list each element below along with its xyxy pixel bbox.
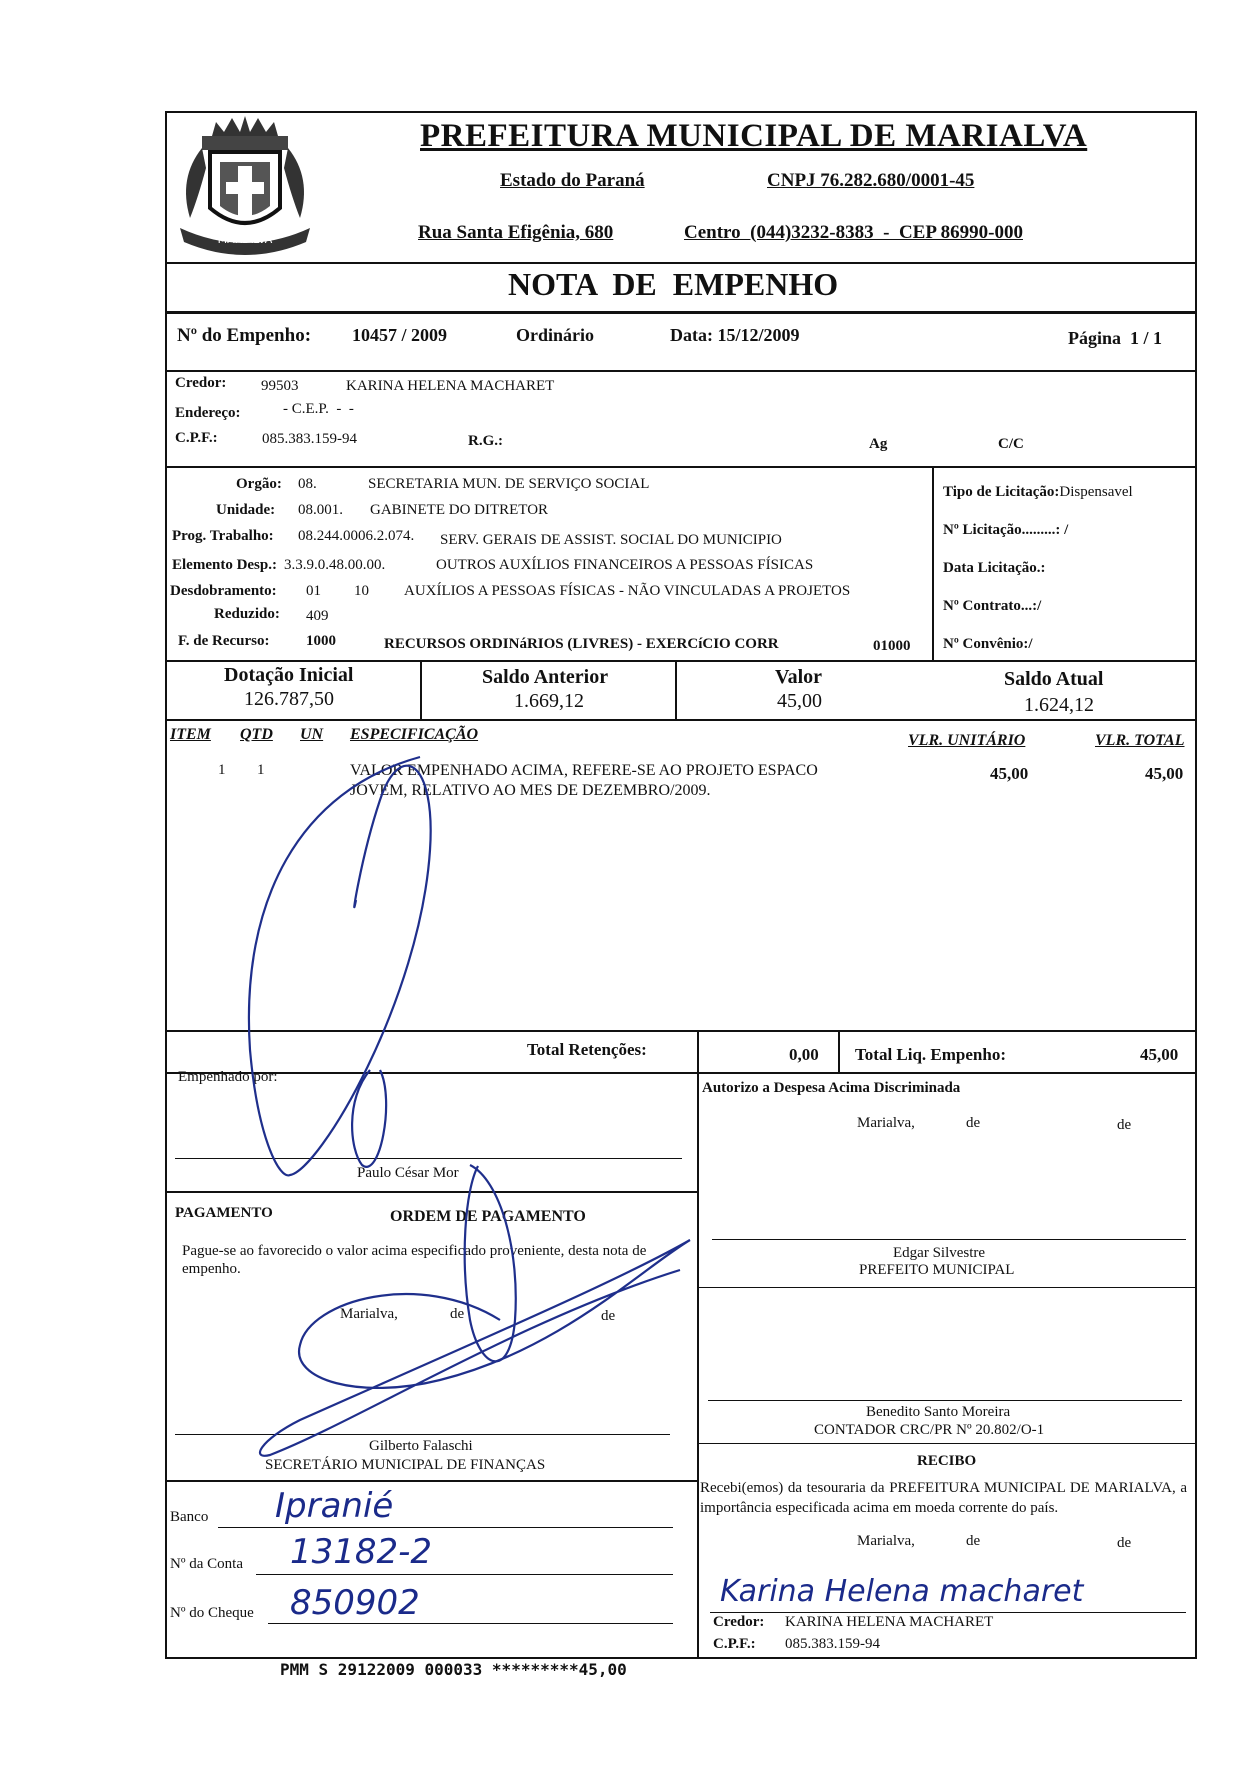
item-row-item: 1 bbox=[218, 762, 226, 778]
item-row-vlr-total: 45,00 bbox=[1145, 764, 1184, 783]
ordem-pagamento-label: ORDEM DE PAGAMENTO bbox=[390, 1208, 586, 1225]
saldo-anterior-label: Saldo Anterior bbox=[482, 666, 609, 688]
pagamento-de-1: de bbox=[450, 1306, 465, 1322]
state-name: Estado do Paraná bbox=[500, 170, 645, 191]
banco-label: Banco bbox=[170, 1509, 209, 1525]
divider bbox=[697, 1443, 1195, 1444]
page-number: Página 1 / 1 bbox=[1068, 328, 1163, 348]
credor-name: KARINA HELENA MACHARET bbox=[346, 378, 555, 394]
cheque-handwritten: 850902 bbox=[290, 1583, 420, 1623]
divider bbox=[697, 1072, 699, 1657]
unidade-desc: GABINETE DO DITRETOR bbox=[370, 502, 549, 518]
signature-line bbox=[710, 1612, 1186, 1613]
valor-value: 45,00 bbox=[777, 690, 822, 712]
rg-label: R.G.: bbox=[468, 433, 503, 449]
numero-convenio: Nº Convênio:/ bbox=[943, 636, 1033, 652]
unidade-code: 08.001. bbox=[298, 502, 343, 518]
desdobramento-code: 01 bbox=[306, 583, 321, 599]
conta-label: Nº da Conta bbox=[170, 1556, 243, 1572]
numero-licitacao: Nº Licitação.........: / bbox=[943, 522, 1069, 538]
orgao-code: 08. bbox=[298, 476, 317, 492]
recibo-de-1: de bbox=[966, 1533, 981, 1549]
divider bbox=[165, 1480, 697, 1482]
divider bbox=[165, 466, 1195, 468]
recibo-local: Marialva, bbox=[857, 1533, 915, 1549]
banco-field-line bbox=[218, 1527, 673, 1528]
item-row-desc-line2: JOVEM, RELATIVO AO MES DE DEZEMBRO/2009. bbox=[350, 782, 711, 799]
dotacao-inicial-label: Dotação Inicial bbox=[224, 664, 354, 686]
unidade-label: Unidade: bbox=[216, 502, 276, 518]
cheque-field-line bbox=[268, 1623, 673, 1624]
contador-cargo: CONTADOR CRC/PR Nº 20.802/O-1 bbox=[814, 1422, 1045, 1438]
conta-handwritten: 13182-2 bbox=[290, 1532, 433, 1572]
credor-code: 99503 bbox=[261, 378, 299, 394]
desdobramento-sub: 10 bbox=[354, 583, 369, 599]
prefeito-name: Edgar Silvestre bbox=[893, 1245, 986, 1261]
prog-trabalho-code: 08.244.0006.2.074. bbox=[298, 528, 415, 544]
desdobramento-label: Desdobramento: bbox=[170, 583, 277, 599]
saldo-anterior-value: 1.669,12 bbox=[514, 690, 584, 712]
item-row-vlr-unitario: 45,00 bbox=[990, 764, 1029, 783]
numero-contrato: Nº Contrato...:/ bbox=[943, 598, 1042, 614]
divider bbox=[165, 719, 1195, 721]
total-retencoes-value: 0,00 bbox=[789, 1045, 819, 1064]
cpf-label: C.P.F.: bbox=[175, 430, 218, 446]
autorizo-de-1: de bbox=[966, 1115, 981, 1131]
item-row-qtd: 1 bbox=[257, 762, 265, 778]
elemento-desc: OUTROS AUXÍLIOS FINANCEIROS A PESSOAS FÍSICAS bbox=[436, 557, 814, 573]
saldo-atual-label: Saldo Atual bbox=[1004, 668, 1104, 690]
pagamento-de-2: de bbox=[601, 1308, 616, 1324]
secretario-name: Gilberto Falaschi bbox=[369, 1438, 473, 1454]
empenhado-por-label: Empenhado por: bbox=[178, 1069, 278, 1085]
col-qtd-header: QTD bbox=[240, 726, 273, 743]
divider bbox=[697, 1030, 699, 1072]
saldo-atual-value: 1.624,12 bbox=[1024, 694, 1094, 716]
empenho-date: Data: 15/12/2009 bbox=[670, 325, 800, 345]
pagamento-texto: Pague-se ao favorecido o valor acima especificado proveniente, desta nota de empenho. bbox=[182, 1243, 647, 1277]
col-especificacao-header: ESPECIFICAÇÃO bbox=[350, 726, 479, 743]
empenhado-por-name: Paulo César Mor bbox=[357, 1165, 459, 1181]
cheque-label: Nº do Cheque bbox=[170, 1605, 254, 1621]
data-licitacao: Data Licitação.: bbox=[943, 560, 1046, 576]
orgao-label: Orgão: bbox=[236, 476, 282, 492]
valor-label: Valor bbox=[775, 666, 823, 688]
banco-handwritten: Ipranié bbox=[275, 1486, 394, 1526]
fonte-recurso-code: 1000 bbox=[306, 633, 336, 649]
fonte-recurso-num: 01000 bbox=[873, 638, 911, 654]
orgao-desc: SECRETARIA MUN. DE SERVIÇO SOCIAL bbox=[368, 476, 650, 492]
fonte-recurso-desc: RECURSOS ORDINáRIOS (LIVRES) - EXERCíCIO CORR bbox=[384, 636, 779, 652]
divider bbox=[165, 311, 1195, 314]
col-vlr-unitario-header: VLR. UNITÁRIO bbox=[908, 732, 1026, 749]
total-liquido-label: Total Liq. Empenho: bbox=[855, 1045, 1006, 1064]
divider bbox=[675, 660, 677, 719]
fonte-recurso-label: F. de Recurso: bbox=[178, 633, 270, 649]
prog-trabalho-desc: SERV. GERAIS DE ASSIST. SOCIAL DO MUNICIPIO bbox=[440, 532, 782, 548]
contador-name: Benedito Santo Moreira bbox=[866, 1404, 1011, 1420]
recibo-credor-label: Credor: bbox=[713, 1614, 765, 1630]
secretario-cargo: SECRETÁRIO MUNICIPAL DE FINANÇAS bbox=[265, 1457, 546, 1473]
signature-line bbox=[712, 1239, 1186, 1240]
signature-line bbox=[708, 1400, 1182, 1401]
total-retencoes-label: Total Retenções: bbox=[527, 1040, 647, 1059]
payment-stamp: PMM S 29122009 000033 *********45,00 bbox=[280, 1660, 627, 1679]
recibo-cpf-value: 085.383.159-94 bbox=[785, 1636, 880, 1652]
desdobramento-desc: AUXÍLIOS A PESSOAS FÍSICAS - NÃO VINCULADAS A PROJETOS bbox=[404, 583, 851, 599]
empenho-number: 10457 / 2009 bbox=[352, 325, 448, 345]
elemento-label: Elemento Desp.: bbox=[172, 557, 277, 573]
col-un-header: UN bbox=[300, 726, 324, 743]
recibo-texto: Recebi(emos) da tesouraria da PREFEITURA MUNICIPAL DE MARIALVA, a importância especificada acima em moeda corrente do país. bbox=[700, 1480, 1187, 1516]
divider bbox=[932, 466, 934, 660]
address-contact: Centro (044)3232-8383 - CEP 86990-000 bbox=[684, 222, 1023, 243]
elemento-code: 3.3.9.0.48.00.00. bbox=[284, 557, 386, 573]
agencia-label: Ag bbox=[869, 436, 888, 452]
reduzido-label: Reduzido: bbox=[214, 606, 280, 622]
divider bbox=[165, 660, 1195, 662]
item-row-desc-line1: VALOR EMPENHADO ACIMA, REFERE-SE AO PROJETO ESPACO bbox=[350, 762, 818, 779]
document-title: NOTA DE EMPENHO bbox=[508, 266, 839, 302]
divider bbox=[165, 370, 1195, 372]
pagamento-local: Marialva, bbox=[340, 1306, 398, 1322]
divider bbox=[697, 1287, 1195, 1288]
divider bbox=[165, 1030, 1195, 1032]
org-name: PREFEITURA MUNICIPAL DE MARIALVA bbox=[420, 118, 1088, 154]
autorizo-de-2: de bbox=[1117, 1117, 1132, 1133]
street-address: Rua Santa Efigênia, 680 bbox=[418, 222, 614, 243]
coat-of-arms-logo bbox=[172, 108, 318, 258]
cpf-value: 085.383.159-94 bbox=[262, 431, 357, 447]
dotacao-inicial-value: 126.787,50 bbox=[244, 688, 334, 710]
reduzido-code: 409 bbox=[306, 608, 329, 624]
svg-text:MARIALVA: MARIALVA bbox=[217, 233, 273, 246]
prefeito-cargo: PREFEITO MUNICIPAL bbox=[859, 1262, 1015, 1278]
recibo-credor-name: KARINA HELENA MACHARET bbox=[785, 1614, 994, 1630]
autorizo-label: Autorizo a Despesa Acima Discriminada bbox=[702, 1080, 961, 1096]
endereco-label: Endereço: bbox=[175, 405, 241, 421]
credor-label: Credor: bbox=[175, 375, 227, 391]
col-vlr-total-header: VLR. TOTAL bbox=[1095, 732, 1185, 749]
conta-field-line bbox=[256, 1574, 673, 1575]
signature-line bbox=[175, 1158, 682, 1159]
recibo-credor-signature: Karina Helena macharet bbox=[720, 1574, 1084, 1609]
signature-line bbox=[175, 1434, 670, 1435]
divider bbox=[165, 1072, 1195, 1074]
empenho-type: Ordinário bbox=[516, 325, 595, 345]
tipo-licitacao-value: Dispensavel bbox=[1059, 484, 1133, 500]
total-liquido-value: 45,00 bbox=[1140, 1045, 1179, 1064]
tipo-licitacao bbox=[943, 484, 1133, 501]
recibo-cpf-label: C.P.F.: bbox=[713, 1636, 756, 1652]
endereco-value: - C.E.P. - - bbox=[283, 401, 354, 417]
recibo-title: RECIBO bbox=[917, 1453, 977, 1469]
cnpj: CNPJ 76.282.680/0001-45 bbox=[767, 170, 975, 191]
tipo-licitacao-label: Tipo de Licitação: bbox=[943, 484, 1060, 500]
empenho-number-label: Nº do Empenho: bbox=[177, 325, 312, 346]
conta-corrente-label: C/C bbox=[998, 436, 1024, 452]
col-item-header: ITEM bbox=[170, 726, 211, 743]
divider bbox=[420, 660, 422, 719]
recibo-de-2: de bbox=[1117, 1535, 1132, 1551]
prog-trabalho-label: Prog. Trabalho: bbox=[172, 528, 274, 544]
autorizo-local: Marialva, bbox=[857, 1115, 915, 1131]
divider bbox=[838, 1030, 840, 1072]
divider bbox=[165, 1191, 697, 1193]
divider bbox=[165, 262, 1195, 264]
pagamento-label: PAGAMENTO bbox=[175, 1205, 273, 1221]
